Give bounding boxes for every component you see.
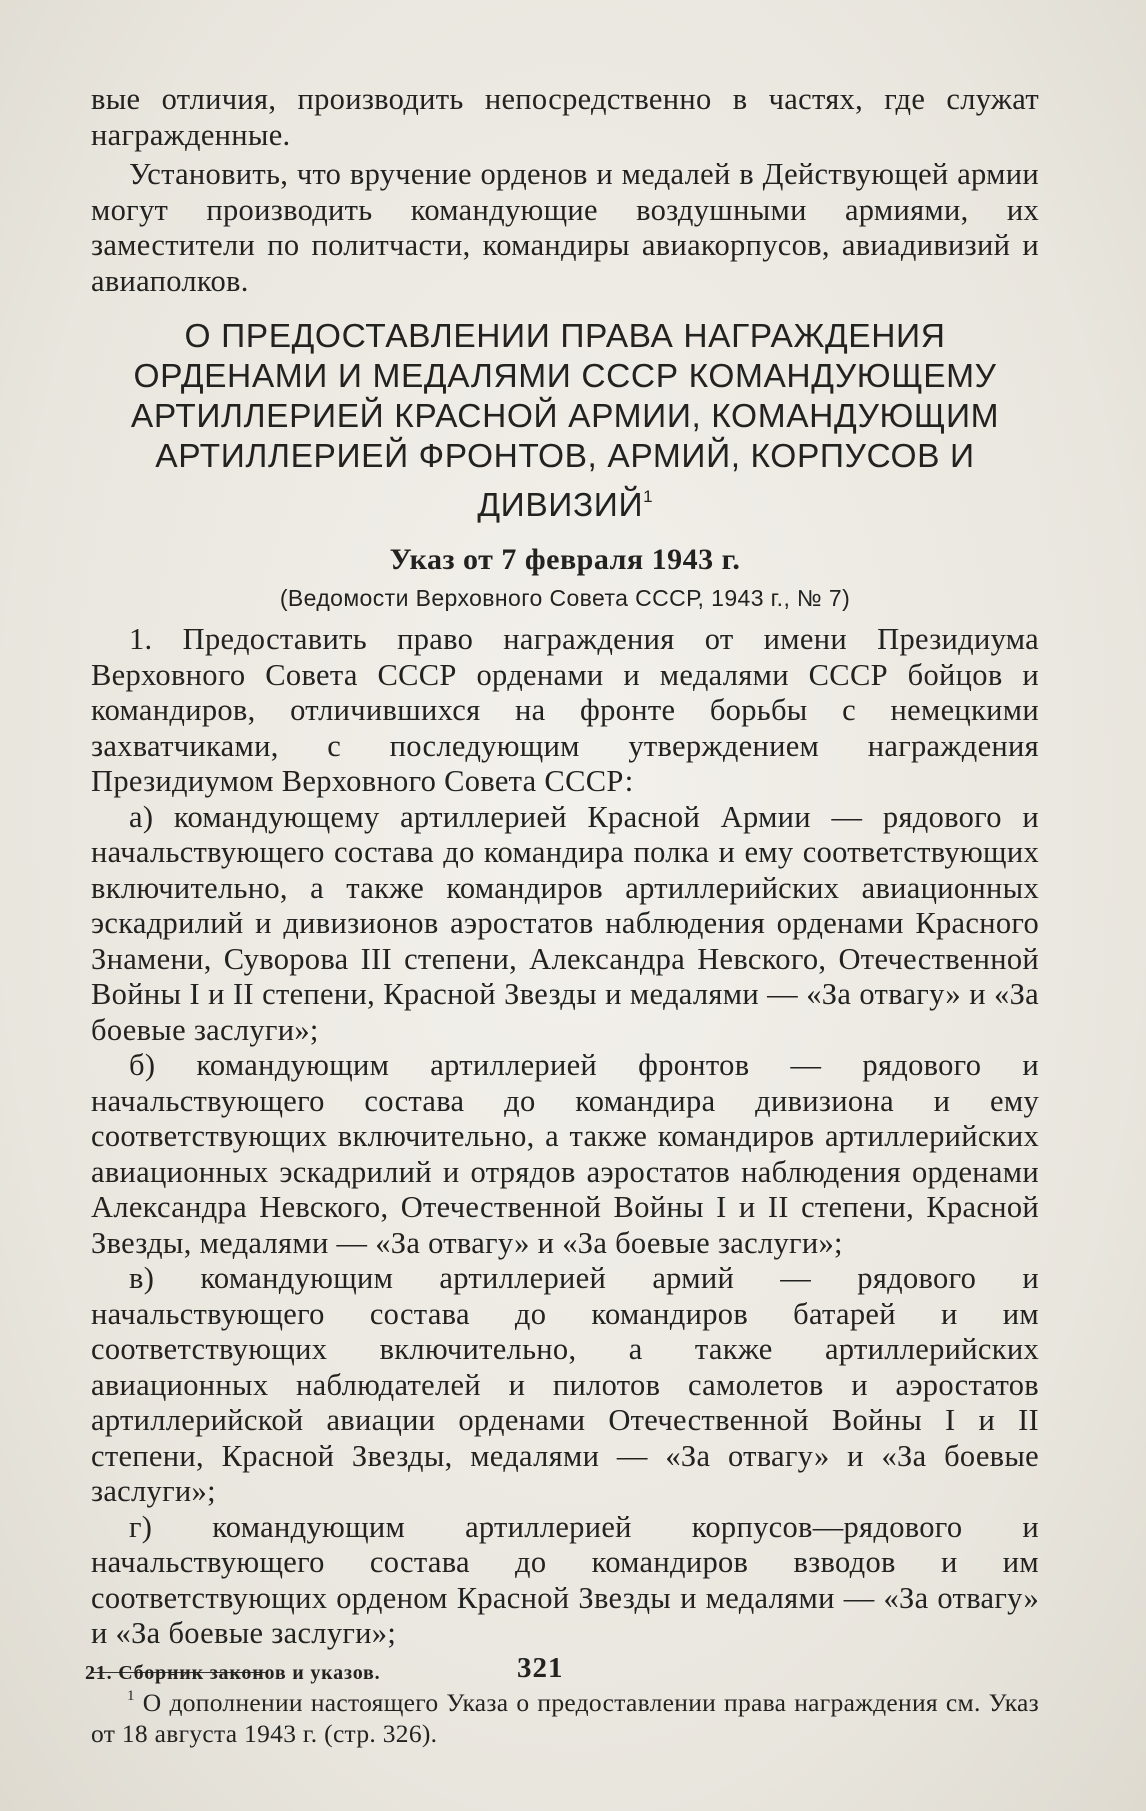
page-footer: [85, 1652, 1055, 1692]
page-number: 321: [517, 1652, 564, 1684]
paragraph-item-v: в) командующим артиллерией армий — рядового и начальствующего состава до командиров батарей и им соответствующих включительно, а также артиллерийских авиационных наблюдателей и пилотов самолетов и аэростатов артиллерийской авиации орденами Отечественной Войны I и II степени, Красной Звезды, медалями — «За отвагу» и «За боевые заслуги»;: [91, 1261, 1039, 1508]
section-title-text: О ПРЕДОСТАВЛЕНИИ ПРАВА НАГРАЖДЕНИЯ ОРДЕНАМИ И МЕДАЛЯМИ СССР КОМАНДУЮЩЕМУ АРТИЛЛЕРИЕЙ КРАСНОЙ АРМИИ, КОМАНДУЮЩИМ АРТИЛЛЕРИЕЙ ФРОНТОВ, АРМИЙ, КОРПУСОВ И ДИВИЗИЙ: [130, 318, 1000, 524]
paragraph-item-g: г) командующим артиллерией корпусов—рядового и начальствующего состава до командиров взводов и им соответствующих орденом Красной Звезды и медалями — «За отвагу» и «За боевые заслуги»;: [91, 1509, 1039, 1650]
publication-source: (Ведомости Верховного Совета СССР, 1943 г., № 7): [279, 585, 851, 611]
printer-signature: 21. Сборник законов и указов.: [85, 1662, 381, 1684]
paragraph-item-b: б) командующим артиллерией фронтов — рядового и начальствующего состава до командира дивизиона и ему соответствующих включительно, а также командиров артиллерийских авиационных эскадрилий и отрядов аэростатов наблюдения орденами Александра Невского, Отечественной Войны I и II степени, Красной Звезды, медалями — «За отвагу» и «За боевые заслуги»;: [91, 1048, 1039, 1260]
paragraph-presentation-rule: Установить, что вручение орденов и медалей в Действующей армии могут производить командующие воздушными армиями, их заместители по политчасти, командиры авиакорпусов, авиадивизий и авиаполков.: [91, 157, 1039, 298]
footnote-text: О дополнении настоящего Указа о предоставлении права награждения см. Указ от 18 августа 1943 г. (стр. 326).: [91, 1687, 1040, 1748]
paragraph-item-1: 1. Предоставить право награждения от имени Президиума Верховного Совета СССР орденами и медалями СССР бойцов и командиров, отличившихся на фронте борьбы с немецкими захватчиками, с последующим утверждением награждения Президиумом Верховного Совета СССР:: [91, 622, 1039, 798]
footnote-reference: 1: [643, 487, 653, 506]
footnote-mark: 1: [127, 1687, 135, 1704]
paragraph-continuation: вые отличия, производить непосредственно в частях, где служат награжденные.: [91, 82, 1039, 152]
paragraph-item-a: а) командующему артиллерией Красной Армии — рядового и начальствующего состава до командира полка и ему соответствующих включительно, а также командиров артиллерийских авиационных эскадрилий и дивизионов аэростатов наблюдения орденами Красного Знамени, Суворова III степени, Александра Невского, Отечественной Войны I и II степени, Красной Звезды и медалями — «За отвагу» и «За боевые заслуги»;: [91, 799, 1039, 1047]
text-column: [91, 82, 1039, 1749]
section-title: [91, 317, 1039, 526]
decree-heading: Указ от 7 февраля 1943 г.: [389, 543, 741, 576]
